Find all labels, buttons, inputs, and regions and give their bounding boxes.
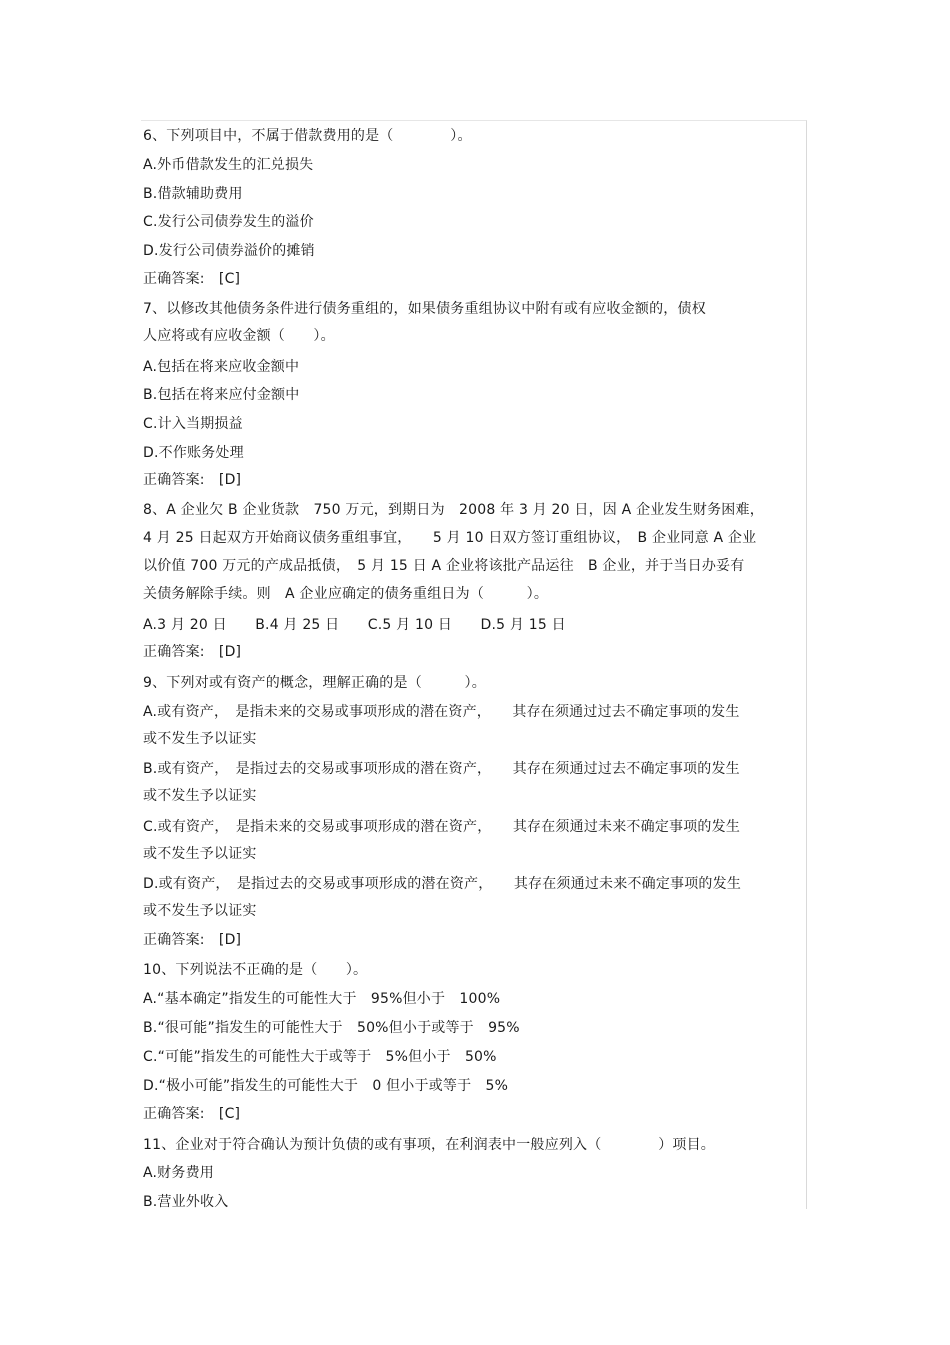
question-9-option-d-line-1: D.或有资产， 是指过去的交易或事项形成的潜在资产， 其存在须通过未来不确定事项的发生: [143, 876, 742, 892]
question-10-option-b: B.“很可能”指发生的可能性大于 50%但小于或等于 95%: [143, 1020, 520, 1036]
question-7-stem-line-1: 7、以修改其他债务条件进行债务重组的，如果债务重组协议中附有或有应收金额的，债权: [143, 301, 706, 317]
question-7-option-c: C.计入当期损益: [143, 416, 243, 432]
question-9-option-b-line-2: 或不发生予以证实: [143, 788, 257, 804]
question-10-stem: 10、下列说法不正确的是（ ）。: [143, 962, 368, 978]
question-11-option-b: B.营业外收入: [143, 1194, 229, 1210]
question-8-options: A.3 月 20 日 B.4 月 25 日 C.5 月 10 日 D.5 月 15 日: [143, 617, 566, 633]
question-9-option-d-line-2: 或不发生予以证实: [143, 903, 257, 919]
question-8-stem-line-2: 4 月 25 日起双方开始商议债务重组事宜， 5 月 10 日双方签订重组协议， B 企业同意 A 企业: [143, 530, 757, 546]
question-10-option-d: D.“极小可能”指发生的可能性大于 0 但小于或等于 5%: [143, 1078, 509, 1094]
question-7-option-d: D.不作账务处理: [143, 445, 244, 461]
question-8-answer: 正确答案: [D]: [143, 644, 242, 660]
question-8-stem-line-4: 关债务解除手续。则 A 企业应确定的债务重组日为（ ）。: [143, 586, 549, 602]
question-7-option-a: A.包括在将来应收金额中: [143, 359, 300, 375]
question-9-option-c-line-1: C.或有资产， 是指未来的交易或事项形成的潜在资产， 其存在须通过未来不确定事项的发生: [143, 819, 741, 835]
question-7-option-b: B.包括在将来应付金额中: [143, 387, 300, 403]
question-7-answer: 正确答案: [D]: [143, 472, 242, 488]
question-8-stem-line-3: 以价值 700 万元的产成品抵债， 5 月 15 日 A 企业将该批产品运往 B 企业，并于当日办妥有: [143, 558, 745, 574]
question-9-option-a-line-1: A.或有资产， 是指未来的交易或事项形成的潜在资产， 其存在须通过过去不确定事项的发生: [143, 704, 740, 720]
page-frame: [141, 120, 807, 1209]
question-11-option-a: A.财务费用: [143, 1165, 214, 1181]
question-10-option-c: C.“可能”指发生的可能性大于或等于 5%但小于 50%: [143, 1049, 497, 1065]
question-9-option-c-line-2: 或不发生予以证实: [143, 846, 257, 862]
question-9-stem: 9、下列对或有资产的概念，理解正确的是（ ）。: [143, 675, 486, 691]
question-6-option-d: D.发行公司债券溢价的摊销: [143, 243, 315, 259]
question-11-stem: 11、企业对于符合确认为预计负债的或有事项，在利润表中一般应列入（ ）项目。: [143, 1137, 716, 1153]
question-9-option-b-line-1: B.或有资产， 是指过去的交易或事项形成的潜在资产， 其存在须通过过去不确定事项的发生: [143, 761, 740, 777]
question-6-stem: 6、下列项目中，不属于借款费用的是（ ）。: [143, 128, 472, 144]
question-8-stem-line-1: 8、A 企业欠 B 企业货款 750 万元，到期日为 2008 年 3 月 20 日，因 A 企业发生财务困难，: [143, 502, 764, 518]
question-6-option-c: C.发行公司债券发生的溢价: [143, 214, 314, 230]
question-10-answer: 正确答案: [C]: [143, 1106, 241, 1122]
question-7-stem-line-2: 人应将或有应收金额（ ）。: [143, 328, 335, 344]
question-9-option-a-line-2: 或不发生予以证实: [143, 731, 257, 747]
question-6-option-b: B.借款辅助费用: [143, 186, 243, 202]
question-10-option-a: A.“基本确定”指发生的可能性大于 95%但小于 100%: [143, 991, 501, 1007]
question-9-answer: 正确答案: [D]: [143, 932, 242, 948]
question-6-answer: 正确答案: [C]: [143, 271, 241, 287]
question-6-option-a: A.外币借款发生的汇兑损失: [143, 157, 314, 173]
